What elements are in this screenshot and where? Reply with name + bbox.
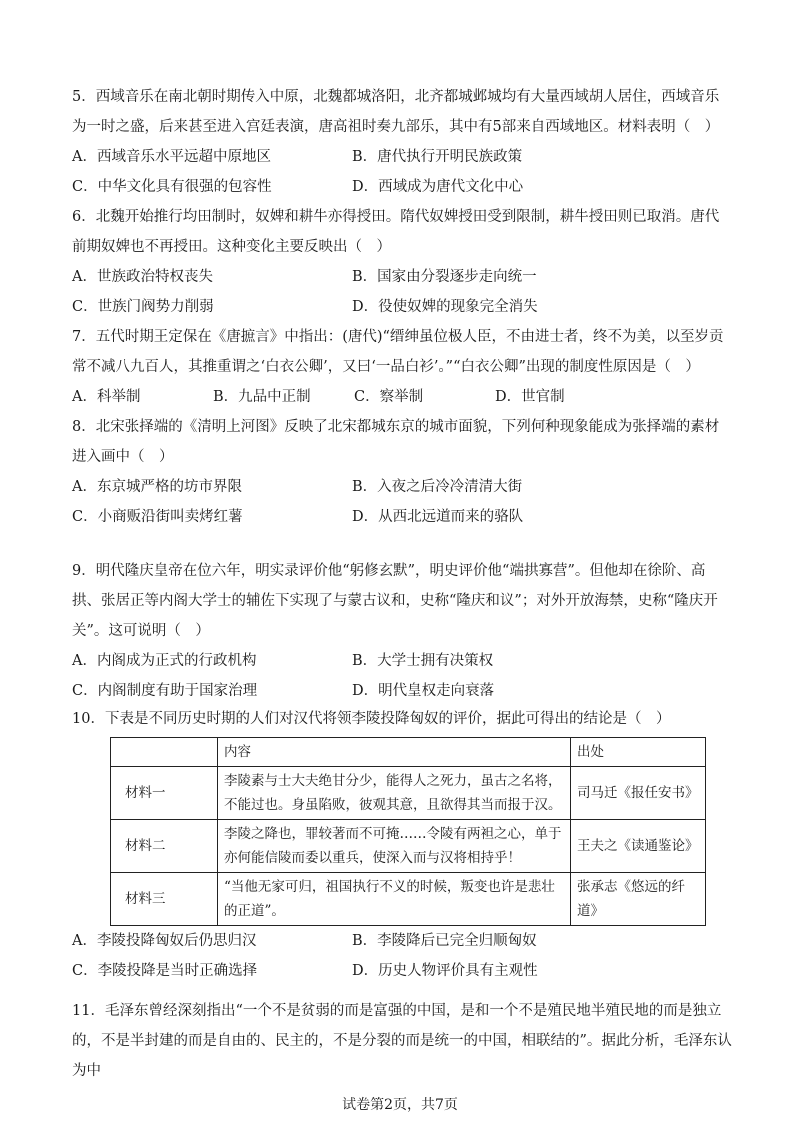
option-b: B．九品中正制 <box>213 389 311 405</box>
question-10-stem: 10．下表是不同历史时期的人们对汉代将领李陵投降匈奴的评价，据此可得出的结论是（ ） <box>72 711 671 727</box>
question-8-options <box>72 472 732 502</box>
table-row <box>111 820 706 873</box>
option-c: C．李陵投降是当时正确选择 <box>72 963 258 979</box>
option-a: A．内阁成为正式的行政机构 <box>72 653 257 669</box>
option-d: D．世官制 <box>495 389 565 405</box>
option-b: B．大学士拥有决策权 <box>352 653 494 669</box>
question-5-options <box>72 142 732 172</box>
table-cell-label: 材料一 <box>111 767 218 820</box>
option-d: D．西域成为唐代文化中心 <box>352 179 524 195</box>
option-b: B．入夜之后冷冷清清大街 <box>352 479 523 495</box>
table-cell-label: 材料三 <box>111 873 218 926</box>
option-d: D．从西北远道而来的骆队 <box>352 509 524 525</box>
question-11-stem: 11．毛泽东曾经深刻指出“一个不是贫弱的而是富强的中国，是和一个不是殖民地半殖民地的而是独立的，不是半封建的而是自由的、民主的，不是分裂的而是统一的中国，相联结的”。据此分析，毛泽东认为中 <box>72 1003 732 1079</box>
question-6-stem: 6．北魏开始推行均田制时，奴婢和耕牛亦得授田。隋代奴婢授田受到限制，耕牛授田则已取消。唐代前期奴婢也不再授田。这种变化主要反映出（ ） <box>72 209 720 255</box>
table-cell-content: 李陵素与士大夫绝甘分少，能得人之死力，虽古之名将，不能过也。身虽陷败，彼观其意，且欲得其当而报于汉。 <box>218 767 571 820</box>
table-cell-source: 司马迁《报任安书》 <box>571 767 706 820</box>
table-cell-source: 张承志《悠远的纤道》 <box>571 873 706 926</box>
page-footer: 试卷第2页，共7页 <box>342 1097 458 1113</box>
table-cell-content: “当他无家可归，祖国执行不义的时候，叛变也许是悲壮的正道”。 <box>218 873 571 926</box>
question-10-options-block <box>72 926 732 986</box>
option-a: A．李陵投降匈奴后仍思归汉 <box>72 933 257 949</box>
question-6-options <box>72 262 732 292</box>
table-cell-content: 李陵之降也，罪较著而不可掩……令陵有两袒之心，单于亦何能信陵而委以重兵，使深入而与汉将相持乎！ <box>218 820 571 873</box>
option-b: B．唐代执行开明民族政策 <box>352 149 523 165</box>
question-7-options <box>72 382 732 412</box>
option-d: D．役使奴婢的现象完全消失 <box>352 299 538 315</box>
option-c: C．察举制 <box>354 389 424 405</box>
table-row <box>111 873 706 926</box>
question-5-options-2 <box>72 172 732 202</box>
question-9-options <box>72 646 732 676</box>
option-a: A．世族政治特权丧失 <box>72 269 213 285</box>
option-a: A．东京城严格的坊市界限 <box>72 479 242 495</box>
question-11 <box>72 996 732 1086</box>
question-6-options-2 <box>72 292 732 322</box>
option-d: D．明代皇权走向衰落 <box>352 683 495 699</box>
question-9-stem: 9．明代隆庆皇帝在位六年，明实录评价他“躬修玄默”，明史评价他“端拱寡营”。但他却在徐阶、高拱、张居正等内阁大学士的辅佐下实现了与蒙古议和，史称“隆庆和议”；对外开放海禁，史称“隆庆开关”。这可说明（ ） <box>72 563 718 639</box>
option-c: C．小商贩沿街叫卖烤红薯 <box>72 509 243 525</box>
sources-table <box>110 737 706 926</box>
question-9 <box>72 556 732 706</box>
option-b: B．李陵降后已完全归顺匈奴 <box>352 933 537 949</box>
question-7 <box>72 322 732 412</box>
table-cell-label: 材料二 <box>111 820 218 873</box>
option-c: C．世族门阀势力削弱 <box>72 299 214 315</box>
question-10-options-2 <box>72 956 732 986</box>
table-cell-source: 王夫之《读通鉴论》 <box>571 820 706 873</box>
question-5-stem: 5．西域音乐在南北朝时期传入中原，北魏都城洛阳，北齐都城邺城均有大量西域胡人居住，西域音乐为一时之盛，后来甚至进入宫廷表演，唐高祖时奏九部乐，其中有5部来自西域地区。材料表明（ ） <box>72 89 720 135</box>
question-9-options-2 <box>72 676 732 706</box>
option-d: D．历史人物评价具有主观性 <box>352 963 538 979</box>
option-a: A．科举制 <box>72 389 141 405</box>
question-10 <box>72 704 732 734</box>
question-6 <box>72 202 732 322</box>
question-8-options-2 <box>72 502 732 532</box>
table-header-row <box>111 738 706 767</box>
table-header-cell: 内容 <box>218 738 571 767</box>
option-c: C．中华文化具有很强的包容性 <box>72 179 272 195</box>
option-b: B．国家由分裂逐步走向统一 <box>352 269 537 285</box>
option-a: A．西域音乐水平远超中原地区 <box>72 149 271 165</box>
question-10-options <box>72 926 732 956</box>
question-7-stem: 7．五代时期王定保在《唐摭言》中指出：(唐代)“缙绅虽位极人臣，不由进士者，终不为美，以至岁贡常不减八九百人，其推重谓之‘白衣公卿’，又曰‘一品白衫’。”“白衣公卿”出现的制度性原因是（ ） <box>72 329 724 375</box>
question-8 <box>72 412 732 532</box>
question-8-stem: 8．北宋张择端的《清明上河图》反映了北宋都城东京的城市面貌，下列何种现象能成为张择端的素材进入画中（ ） <box>72 419 720 465</box>
table-header-cell <box>111 738 218 767</box>
table-header-cell: 出处 <box>571 738 706 767</box>
question-5 <box>72 82 732 202</box>
option-c: C．内阁制度有助于国家治理 <box>72 683 258 699</box>
table-row <box>111 767 706 820</box>
